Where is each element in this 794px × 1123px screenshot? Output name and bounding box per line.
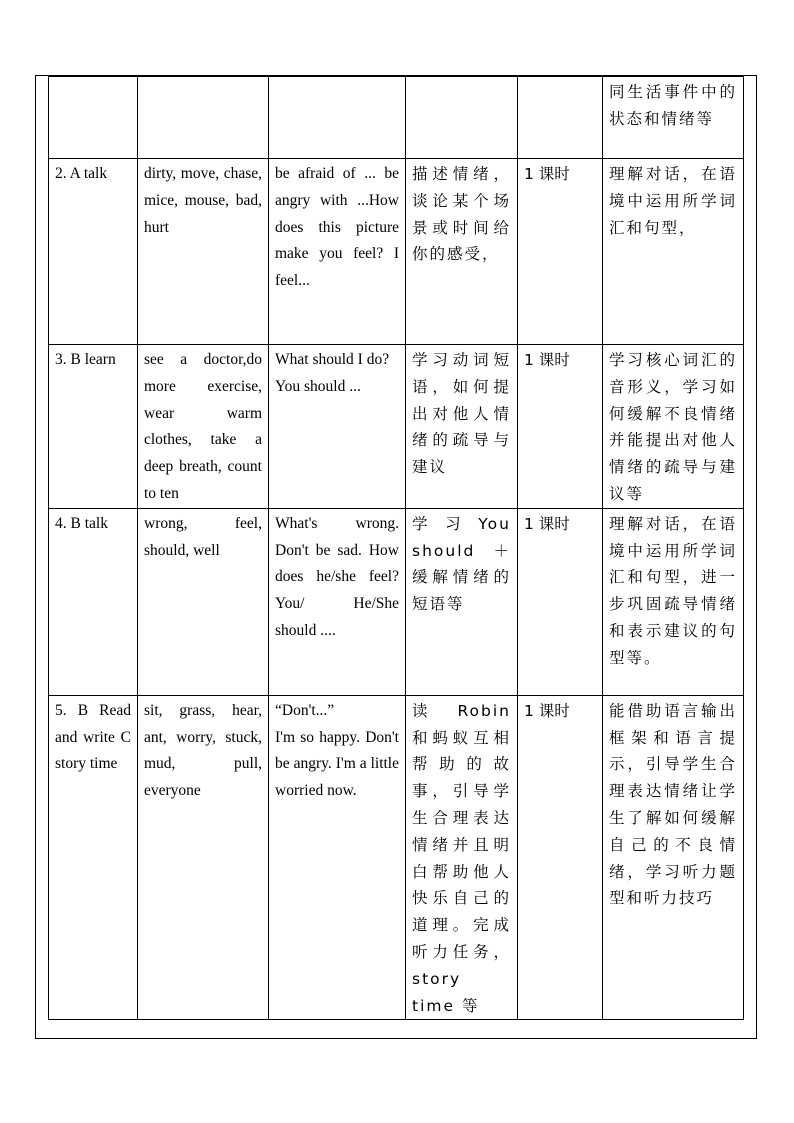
lesson-cell bbox=[49, 695, 138, 1020]
time-text: 1 课时 bbox=[524, 514, 570, 533]
sentences-cell bbox=[269, 695, 406, 1020]
words-text: dirty, move, chase, mice, mouse, bad, hurt bbox=[144, 165, 262, 236]
table-row bbox=[49, 695, 744, 1020]
table-row bbox=[49, 345, 744, 509]
sentences-text: What's wrong. Don't be sad. How does he/she feel?You/ He/She should .... bbox=[275, 514, 399, 639]
lesson-text: 5. B Read and write C story time bbox=[55, 701, 131, 773]
goal-text: 同生活事件中的状态和情绪等 bbox=[609, 83, 737, 128]
time-cell bbox=[518, 77, 603, 159]
content-text: 学习动词短语，如何提出对他人情绪的疏导与建议 bbox=[412, 351, 511, 477]
time-cell bbox=[518, 159, 603, 345]
time-cell bbox=[518, 345, 603, 509]
sentences-cell bbox=[269, 508, 406, 695]
time-cell bbox=[518, 695, 603, 1020]
sentences-cell bbox=[269, 77, 406, 159]
lesson-text: 3. B learn bbox=[55, 351, 116, 368]
table-row bbox=[49, 508, 744, 695]
time-text: 1 课时 bbox=[524, 351, 570, 369]
sentences-cell bbox=[269, 345, 406, 509]
lesson-cell bbox=[49, 508, 138, 695]
time-text: 1 课时 bbox=[524, 701, 570, 720]
goal-cell bbox=[603, 77, 744, 159]
goal-text: 学习核心词汇的音形义，学习如何缓解不良情绪并能提出对他人情绪的疏导与建议等 bbox=[609, 351, 737, 503]
content-cell bbox=[406, 695, 518, 1020]
sentences-cell bbox=[269, 159, 406, 345]
goal-cell bbox=[603, 695, 744, 1020]
content-cell bbox=[406, 345, 518, 509]
words-cell bbox=[138, 695, 269, 1020]
goal-cell bbox=[603, 159, 744, 345]
sentences-text: What should I do? You should ... bbox=[275, 351, 390, 395]
words-cell bbox=[138, 159, 269, 345]
table-row bbox=[49, 159, 744, 345]
words-text: wrong, feel, should, well bbox=[144, 514, 262, 559]
goal-text: 能借助语言输出框架和语言提示，引导学生合理表达情绪让学生了解如何缓解自己的不良情绪，学习听力题型和听力技巧 bbox=[609, 701, 737, 908]
goal-text: 理解对话，在语境中运用所学词汇和句型， bbox=[609, 165, 737, 237]
lesson-cell bbox=[49, 77, 138, 159]
lesson-text: 4. B talk bbox=[55, 514, 108, 532]
words-cell bbox=[138, 77, 269, 159]
sentences-text: be afraid of ... be angry with ...How does this picture make you feel? I feel... bbox=[275, 165, 399, 290]
goal-cell bbox=[603, 508, 744, 695]
content-cell bbox=[406, 508, 518, 695]
goal-text: 理解对话，在语境中运用所学词汇和句型，进一步巩固疏导情绪和表示建议的句型等。 bbox=[609, 514, 737, 667]
words-text: see a doctor,do more exercise, wear warm clothes, take a deep breath, count to ten bbox=[144, 351, 262, 502]
content-cell bbox=[406, 159, 518, 345]
time-text: 1 课时 bbox=[524, 165, 570, 183]
goal-cell bbox=[603, 345, 744, 509]
words-text: sit, grass, hear, ant, worry, stuck, mud, pull, everyone bbox=[144, 701, 262, 800]
lesson-cell bbox=[49, 345, 138, 509]
lesson-text: 2. A talk bbox=[55, 165, 108, 182]
sentences-text: “Don't...” I'm so happy. Don't be angry. I'm a little worried now. bbox=[275, 701, 399, 800]
content-text: 描述情绪，谈论某个场景或时间给你的感受， bbox=[412, 165, 511, 264]
content-text: 读 Robin 和蚂蚁互相帮助的故事，引导学生合理表达情绪并且明白帮助他人快乐自己的道理。完成听力任务， story time 等 bbox=[412, 701, 511, 1015]
content-cell bbox=[406, 77, 518, 159]
words-cell bbox=[138, 345, 269, 509]
table-row bbox=[49, 77, 744, 159]
time-cell bbox=[518, 508, 603, 695]
lesson-cell bbox=[49, 159, 138, 345]
lesson-plan-table bbox=[48, 76, 744, 1020]
content-text: 学 习 You should ＋缓解情绪的短语等 bbox=[412, 514, 511, 614]
words-cell bbox=[138, 508, 269, 695]
